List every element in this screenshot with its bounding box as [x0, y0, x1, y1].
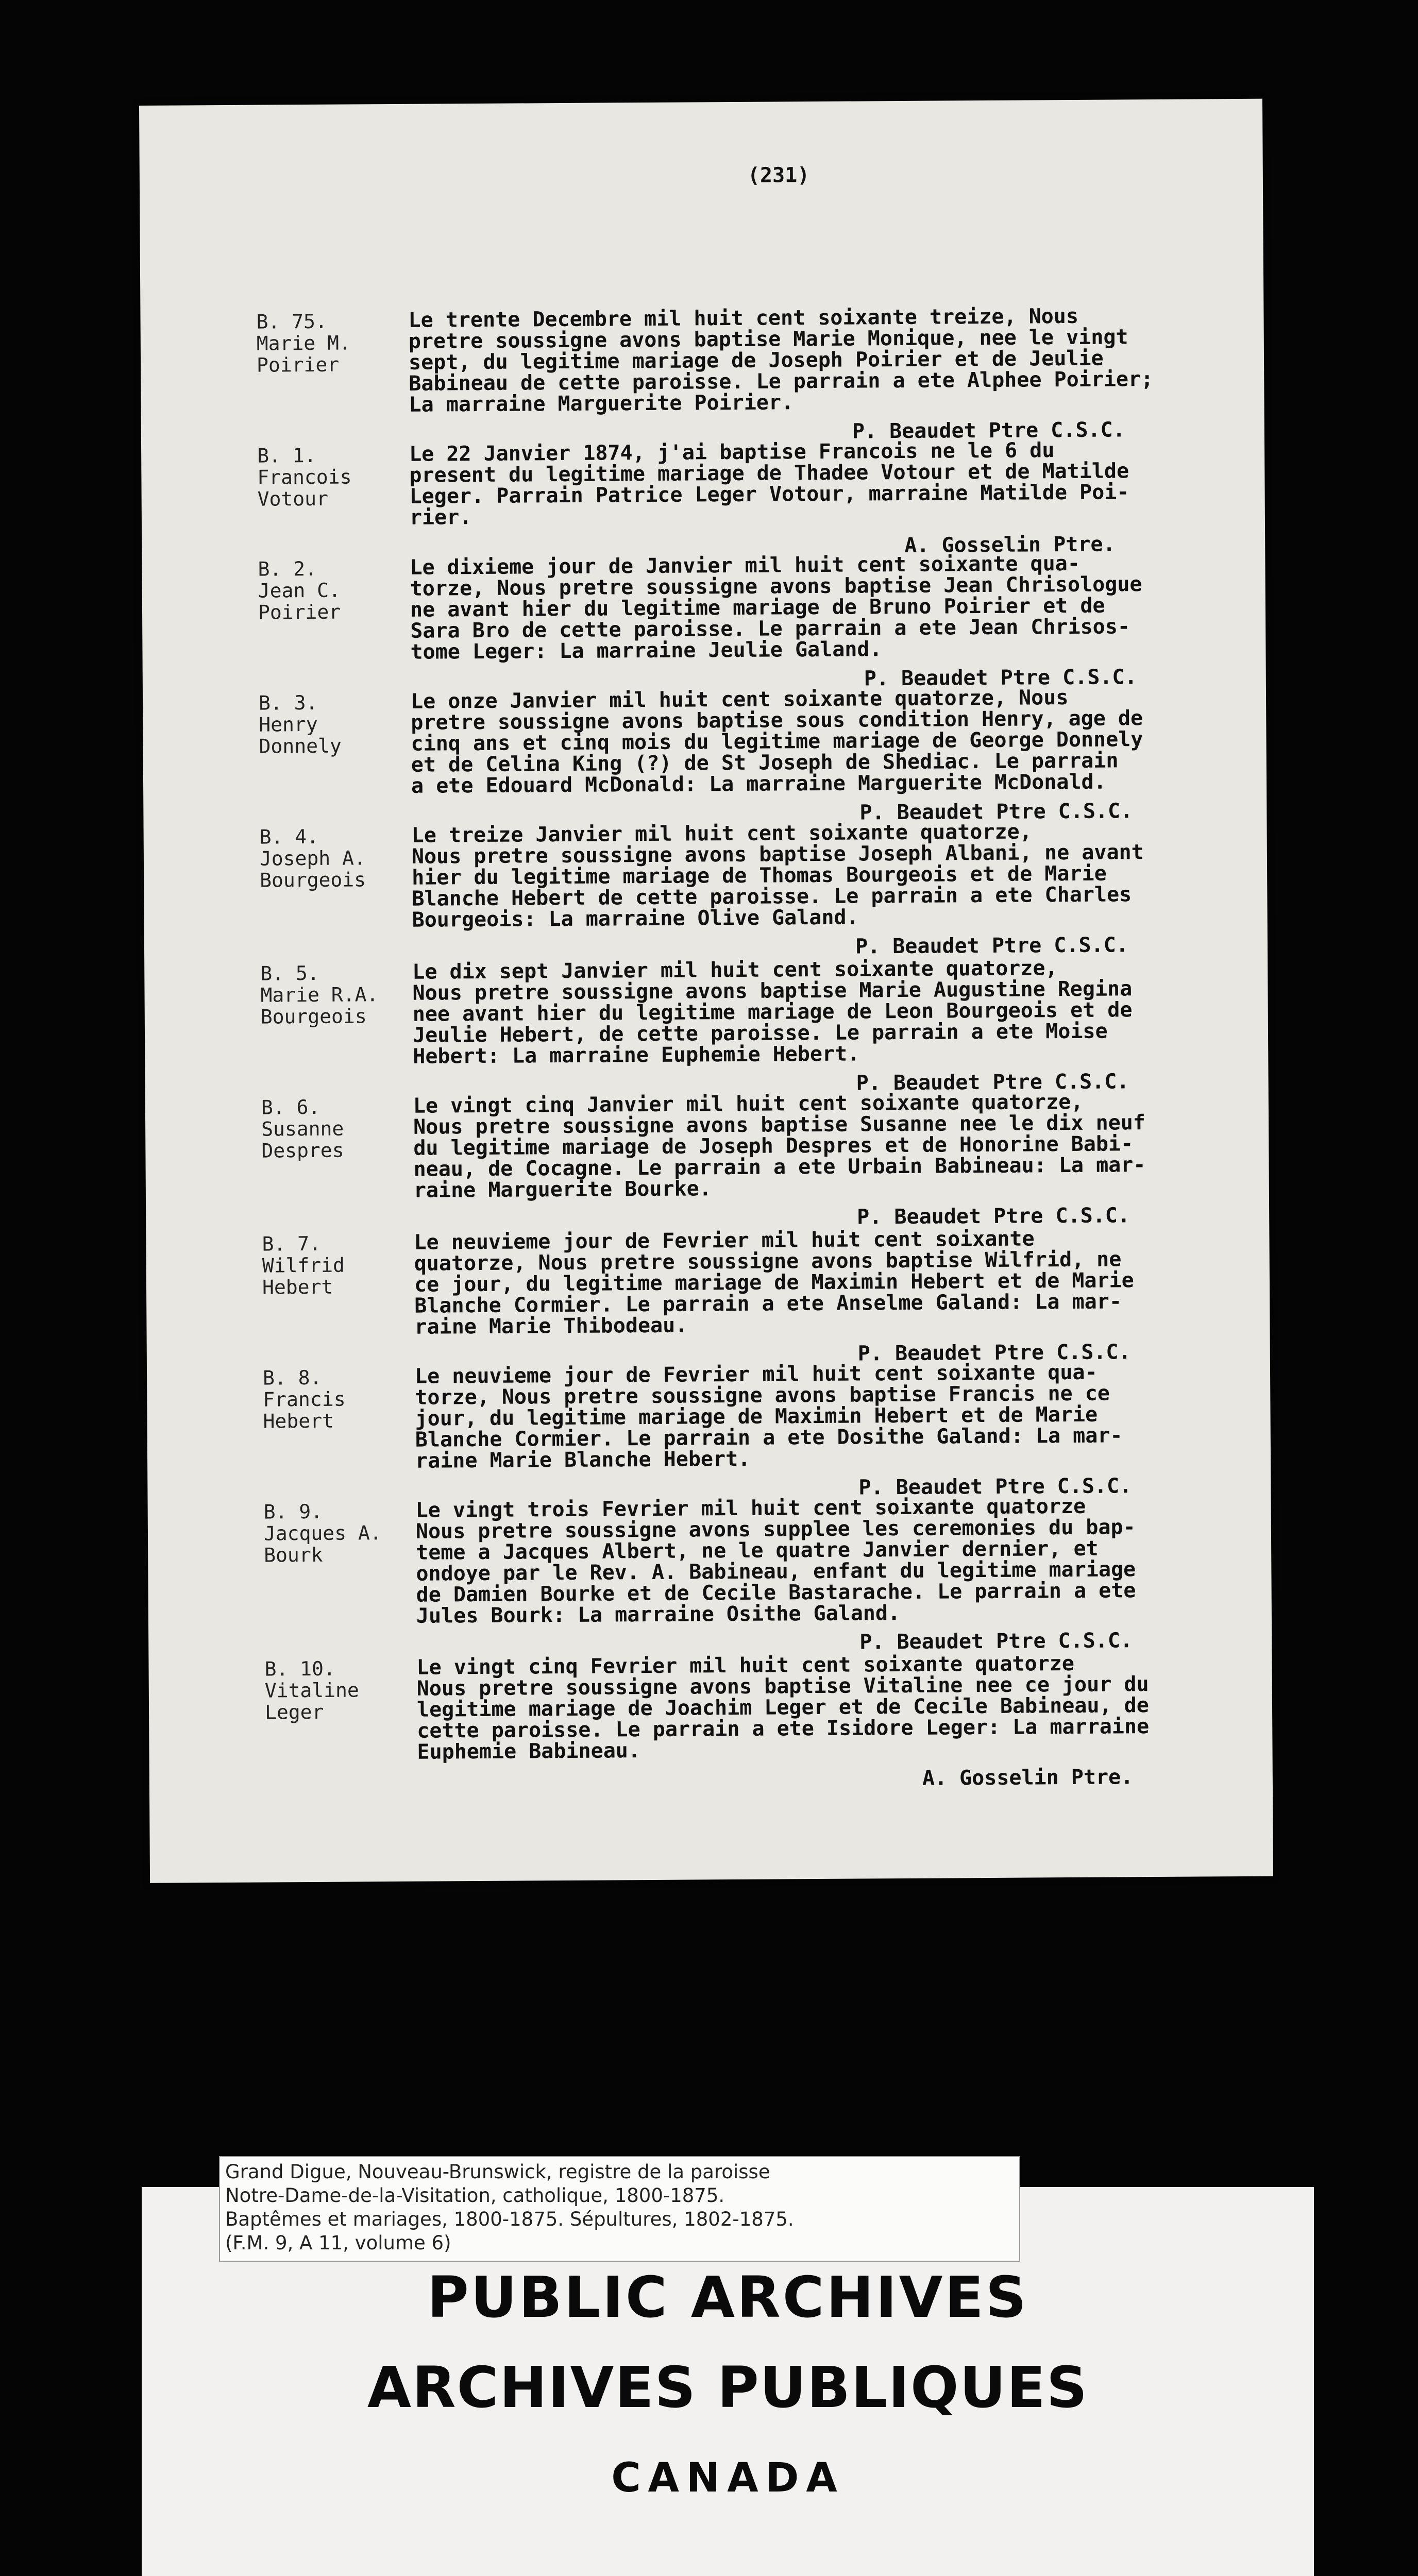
- entry-b2: [142, 551, 1265, 691]
- entry-b4: [144, 820, 1267, 959]
- entry-ref: B. 4. Joseph A. Bourgeois: [259, 825, 366, 892]
- entry-signature: P. Beaudet Ptre C.S.C.: [859, 1629, 1133, 1654]
- entry-b10: [148, 1651, 1272, 1790]
- entry-text: Le vingt cinq Janvier mil huit cent soixante quatorze, Nous pretre soussigne avons baptise Susanne nee le dix neuf du legitime mariage de Joseph Despres et de Honorine Babi- neau, de Cocagne. Le parrain a ete Urbain Babineau: La mar- raine Marguerite Bourke.: [413, 1090, 1146, 1202]
- entry-b6: [145, 1090, 1269, 1229]
- entry-ref: B. 6. Susanne Despres: [261, 1095, 344, 1162]
- entry-signature: A. Gosselin Ptre.: [904, 532, 1116, 557]
- entry-text: Le 22 Janvier 1874, j'ai baptise Francois ne le 6 du present du legitime mariage de Thadee Votour et de Matilde Leger. Parrain Patrice Leger Votour, marraine Matilde Poi- rier.: [409, 438, 1129, 530]
- entry-b5: [144, 956, 1268, 1095]
- entry-signature: P. Beaudet Ptre C.S.C.: [864, 665, 1137, 691]
- entry-text: Le vingt trois Fevrier mil huit cent soixante quatorze Nous pretre soussigne avons supplee les ceremonies du bap- teme a Jacques Albert, ne le quatre Janvier dernier, et ondoye par le Rev. A. Babineau, enfant du legitime mariage de Damien Bourke et de Cecile Bastarache. Le parrain a ete Jules Bourk: La marraine Osithe Galand.: [415, 1494, 1136, 1628]
- entry-b9: [148, 1494, 1271, 1654]
- archives-country: CANADA: [611, 2455, 845, 2501]
- entry-signature: A. Gosselin Ptre.: [922, 1765, 1134, 1790]
- archives-title-fr: ARCHIVES PUBLIQUES: [367, 2354, 1089, 2420]
- entry-signature: P. Beaudet Ptre C.S.C.: [856, 1070, 1129, 1095]
- entry-signature: P. Beaudet Ptre C.S.C.: [852, 418, 1125, 444]
- entry-text: Le neuvieme jour de Fevrier mil huit cent soixante qua- torze, Nous pretre soussigne avons baptise Francis ne ce jour, du legitime mariage de Maximin Hebert et de Marie Blanche Cormier. Le parrain a ete Dosithe Galand: La mar- raine Marie Blanche Hebert.: [414, 1360, 1123, 1473]
- entry-ref: B. 1. Francois Votour: [257, 444, 352, 511]
- archives-title-en: PUBLIC ARCHIVES: [427, 2264, 1028, 2330]
- page-number: (231): [747, 163, 810, 188]
- entry-ref: B. 75. Marie M. Poirier: [256, 310, 351, 377]
- entry-ref: B. 10. Vitaline Leger: [264, 1657, 359, 1724]
- entry-b1: [141, 438, 1264, 557]
- entry-b7: [146, 1227, 1269, 1366]
- collection-label: Grand Digue, Nouveau-Brunswick, registre de la paroisse Notre-Dame-de-la-Visitation, catholique, 1800-1875. Baptêmes et mariages, 1800-1875. Sépultures, 1802-1875. (F.M. 9, A 11, volume 6): [219, 2156, 1020, 2262]
- entry-text: Le dixieme jour de Janvier mil huit cent soixante qua- torze, Nous pretre soussigne avons baptise Jean Chrisologue ne avant hier du legitime mariage de Bruno Poirier et de Sara Bro de cette paroisse. Le parrain a ete Jean Chrisos- tome Leger: La marraine Jeulie Galand.: [410, 551, 1142, 664]
- entry-ref: B. 7. Wilfrid Hebert: [262, 1232, 345, 1299]
- entry-text: Le dix sept Janvier mil huit cent soixante quatorze, Nous pretre soussigne avons baptise Marie Augustine Regina nee avant hier du legitime mariage de Leon Bourgeois et de Jeulie Hebert, de cette paroisse. Le parrain a ete Moise Hebert: La marraine Euphemie Hebert.: [412, 956, 1133, 1069]
- entry-b75: [140, 304, 1263, 444]
- entry-ref: B. 3. Henry Donnely: [258, 691, 342, 758]
- entry-signature: P. Beaudet Ptre C.S.C.: [855, 933, 1128, 959]
- entry-ref: B. 9. Jacques A. Bourk: [263, 1500, 382, 1567]
- entry-ref: B. 5. Marie R.A. Bourgeois: [260, 961, 379, 1028]
- entry-signature: P. Beaudet Ptre C.S.C.: [858, 1474, 1132, 1500]
- entry-ref: B. 8. Francis Hebert: [262, 1366, 346, 1433]
- register-page: [139, 99, 1273, 1883]
- entry-text: Le onze Janvier mil huit cent soixante quatorze, Nous pretre soussigne avons baptise sous condition Henry, age de cinq ans et cinq mois du legitime mariage de George Donnely et de Celina King (?) de St Joseph de Shediac. Le parrain a ete Edouard McDonald: La marraine Marguerite McDonald.: [410, 686, 1143, 798]
- entry-signature: P. Beaudet Ptre C.S.C.: [857, 1204, 1130, 1229]
- entry-b3: [143, 686, 1266, 825]
- entry-b8: [147, 1360, 1270, 1500]
- entry-text: Le treize Janvier mil huit cent soixante quatorze, Nous pretre soussigne avons baptise Joseph Albani, ne avant hier du legitime mariage de Thomas Bourgeois et de Marie Blanche Hebert de cette paroisse. Le parrain a ete Charles Bourgeois: La marraine Olive Galand.: [411, 820, 1144, 932]
- entry-signature: P. Beaudet Ptre C.S.C.: [857, 1340, 1131, 1366]
- entry-text: Le vingt cinq Fevrier mil huit cent soixante quatorze Nous pretre soussigne avons baptise Vitaline nee ce jour du legitime mariage de Joachim Leger et de Cecile Babineau, de cette paroisse. Le parrain a ete Isidore Leger: La marraine Euphemie Babineau.: [416, 1651, 1150, 1764]
- entry-text: Le neuvieme jour de Fevrier mil huit cent soixante quatorze, Nous pretre soussigne avons baptise Wilfrid, ne ce jour, du legitime mariage de Maximin Hebert et de Marie Blanche Cormier. Le parrain a ete Anselme Galand: La mar- raine Marie Thibodeau.: [414, 1227, 1134, 1339]
- entry-ref: B. 2. Jean C. Poirier: [258, 557, 341, 624]
- entry-text: Le trente Decembre mil huit cent soixante treize, Nous pretre soussigne avons baptise Marie Monique, nee le vingt sept, du legitime mariage de Joseph Poirier et de Jeulie Babineau de cette paroisse. Le parrain a ete Alphee Poirier; La marraine Marguerite Poirier.: [408, 304, 1154, 417]
- entry-signature: P. Beaudet Ptre C.S.C.: [859, 799, 1133, 825]
